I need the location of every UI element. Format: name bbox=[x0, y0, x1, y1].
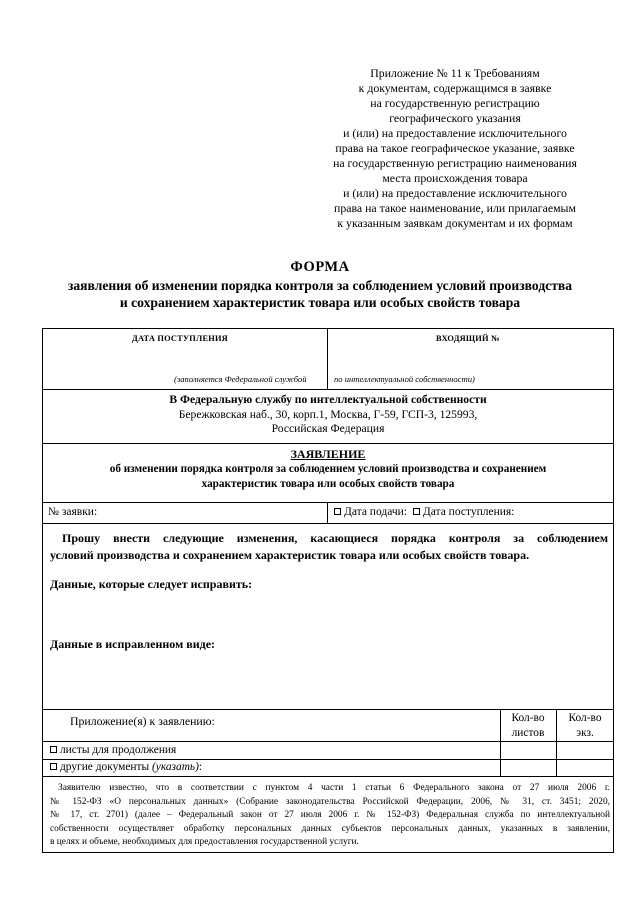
copies-count-header bbox=[556, 711, 614, 741]
continuation-sheets-checkbox[interactable] bbox=[50, 746, 57, 753]
sheets-count-header-line: Кол-во bbox=[511, 712, 545, 724]
request-text bbox=[50, 530, 608, 564]
form-subtitle-line: и сохранением характеристик товара или особых свойств товара bbox=[119, 295, 521, 310]
appendix-line: географического указания bbox=[389, 111, 521, 125]
data-to-correct-field[interactable] bbox=[48, 593, 608, 633]
row-divider bbox=[42, 389, 614, 390]
row-divider bbox=[42, 443, 614, 444]
appendix-line: на государственную регистрацию наименования bbox=[333, 156, 577, 170]
appendix-line: права на такое географическое указание, заявке bbox=[335, 141, 575, 155]
dates-group bbox=[334, 506, 514, 518]
row-divider bbox=[42, 759, 614, 760]
row-divider bbox=[42, 741, 614, 742]
attachment-item-label: листы для продолжения bbox=[60, 744, 177, 756]
notice-line: № 152-ФЗ «О персональных данных» (Собрание законодательства Российской Федерации, 2006, № 31, ст. 3451; 2020, bbox=[50, 796, 610, 807]
copies-count-header-line: Кол-во bbox=[568, 712, 602, 724]
attachment-item-continuation bbox=[50, 744, 176, 756]
addressee-address: Бережковская наб., 30, корп.1, Москва, Г-59, ГСП-3, 125993, bbox=[178, 407, 478, 421]
appendix-line: и (или) на предоставление исключительного bbox=[343, 186, 567, 200]
attachment-item-label: другие документы bbox=[60, 761, 150, 773]
appendix-line: к документам, содержащимся в заявке bbox=[358, 81, 552, 95]
statement-line: характеристик товара или особых свойств товара bbox=[201, 478, 455, 490]
corrected-data-field[interactable] bbox=[48, 653, 608, 705]
addressee-to: В Федеральную службу по интеллектуальной собственности bbox=[169, 393, 487, 406]
filing-date-checkbox[interactable] bbox=[334, 508, 341, 515]
attachment-item-colon: : bbox=[198, 761, 203, 773]
notice-line: Заявителю известно, что в соответствии с пунктом 4 части 1 статьи 6 Федерального закона от 27 июля 2006 г. bbox=[58, 783, 610, 793]
request-line: условий производства и сохранением характеристик товара или особых свойств товара. bbox=[50, 548, 530, 562]
filled-by-note-right: по интеллектуальной собственности) bbox=[334, 374, 475, 384]
appendix-line: и (или) на предоставление исключительного bbox=[343, 126, 567, 140]
notice-line: собственности осуществляет обработку персональных данных субъектов персональных данных, указанных в заявлении, bbox=[50, 823, 610, 834]
data-to-correct-label: Данные, которые следует исправить: bbox=[50, 577, 253, 591]
appendix-line: на государственную регистрацию bbox=[370, 96, 540, 110]
form-subtitle bbox=[20, 277, 620, 311]
sheets-count-header bbox=[500, 711, 556, 741]
appendix-line: места происхождения товара bbox=[382, 171, 528, 185]
date-received-label: ДАТА ПОСТУПЛЕНИЯ bbox=[132, 334, 228, 343]
copies-count-header-line: экз. bbox=[576, 727, 594, 739]
request-line: Прошу внести следующие изменения, касающиеся порядка контроля за соблюдением bbox=[62, 531, 608, 545]
corrected-data-label: Данные в исправленном виде: bbox=[50, 637, 216, 651]
filled-by-note-left: (заполняется Федеральной службой bbox=[174, 374, 307, 384]
row-divider bbox=[42, 776, 614, 777]
attachment-item-hint: (указать) bbox=[151, 761, 199, 773]
appendix-line: к указанным заявкам документам и их формам bbox=[337, 216, 573, 230]
column-divider bbox=[327, 502, 328, 523]
notice-line: в целях и объеме, необходимых для предоставления государственной услуги. bbox=[50, 837, 359, 847]
application-number-label: № заявки: bbox=[48, 506, 98, 518]
addressee-country: Российская Федерация bbox=[271, 422, 385, 435]
addressee-block bbox=[42, 393, 614, 437]
sheets-count-header-line: листов bbox=[511, 727, 545, 739]
row-divider bbox=[42, 523, 614, 524]
filing-date-label: Дата подачи: bbox=[344, 506, 407, 518]
appendix-reference bbox=[300, 66, 610, 231]
receipt-date-label: Дата поступления: bbox=[422, 506, 515, 518]
row-divider bbox=[42, 502, 614, 503]
other-documents-checkbox[interactable] bbox=[50, 763, 57, 770]
attachment-item-other bbox=[50, 761, 202, 773]
incoming-number-label: ВХОДЯЩИЙ № bbox=[436, 334, 500, 343]
statement-block bbox=[42, 447, 614, 492]
personal-data-notice bbox=[50, 782, 610, 850]
receipt-date-checkbox[interactable] bbox=[413, 508, 420, 515]
appendix-line: Приложение № 11 к Требованиям bbox=[370, 66, 540, 80]
notice-line: № 17, ст. 2701) (далее – Федеральный закон от 27 июля 2006 г. № 152-ФЗ) Федеральная служба по интеллектуальной bbox=[50, 810, 610, 820]
column-divider bbox=[327, 328, 328, 389]
attachments-label: Приложение(я) к заявлению: bbox=[70, 714, 215, 728]
statement-heading: ЗАЯВЛЕНИЕ bbox=[290, 447, 366, 461]
form-subtitle-line: заявления об изменении порядка контроля за соблюдением условий производства bbox=[67, 278, 573, 293]
row-divider bbox=[42, 709, 614, 710]
appendix-line: права на такое наименование, или прилагаемым bbox=[334, 201, 576, 215]
statement-line: об изменении порядка контроля за соблюдением условий производства и сохранением bbox=[109, 463, 547, 475]
form-title: ФОРМА bbox=[290, 259, 350, 275]
